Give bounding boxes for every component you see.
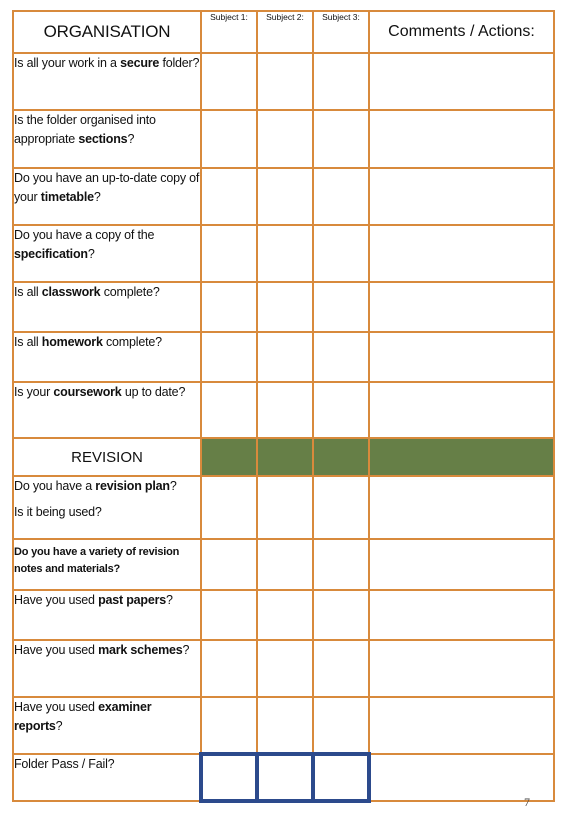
comments-cell[interactable] [369, 754, 554, 801]
checklist-sheet [12, 10, 553, 806]
subject-1-cell[interactable] [201, 476, 257, 539]
subject-1-heading: Subject 1: [201, 11, 257, 53]
comments-cell[interactable] [369, 590, 554, 640]
revision-band [313, 438, 369, 476]
subject-2-cell[interactable] [257, 697, 313, 754]
comments-cell[interactable] [369, 539, 554, 590]
subject-3-cell[interactable] [313, 225, 369, 282]
subject-2-pass-fail-box[interactable] [257, 754, 313, 801]
subject-3-cell[interactable] [313, 382, 369, 438]
folder-pass-fail-label: Folder Pass / Fail? [13, 754, 201, 801]
table-row [13, 590, 554, 640]
table-row [13, 225, 554, 282]
header-row [13, 11, 554, 53]
table-row [13, 382, 554, 438]
question-mark-schemes: Have you used mark schemes? [13, 640, 201, 697]
question-coursework: Is your coursework up to date? [13, 382, 201, 438]
page-number: 7 [524, 795, 530, 809]
comments-cell[interactable] [369, 53, 554, 110]
subject-1-cell[interactable] [201, 697, 257, 754]
subject-2-cell[interactable] [257, 110, 313, 168]
subject-3-cell[interactable] [313, 590, 369, 640]
comments-cell[interactable] [369, 382, 554, 438]
comments-cell[interactable] [369, 168, 554, 225]
subject-3-heading: Subject 3: [313, 11, 369, 53]
subject-3-cell[interactable] [313, 476, 369, 539]
comments-cell[interactable] [369, 110, 554, 168]
comments-cell[interactable] [369, 697, 554, 754]
question-specification: Do you have a copy of the specification? [13, 225, 201, 282]
subject-1-cell[interactable] [201, 590, 257, 640]
table-row [13, 640, 554, 697]
subject-1-cell[interactable] [201, 382, 257, 438]
subject-1-cell[interactable] [201, 282, 257, 332]
question-timetable: Do you have an up-to-date copy of your timetable? [13, 168, 201, 225]
subject-3-pass-fail-box[interactable] [313, 754, 369, 801]
comments-cell[interactable] [369, 282, 554, 332]
subject-2-cell[interactable] [257, 332, 313, 382]
question-revision-plan: Do you have a revision plan? Is it being used? [13, 476, 201, 539]
comments-cell[interactable] [369, 640, 554, 697]
subject-3-cell[interactable] [313, 282, 369, 332]
subject-2-cell[interactable] [257, 168, 313, 225]
table-row [13, 282, 554, 332]
question-past-papers: Have you used past papers? [13, 590, 201, 640]
subject-1-cell[interactable] [201, 53, 257, 110]
question-secure-folder: Is all your work in a secure folder? [13, 53, 201, 110]
question-revision-variety: Do you have a variety of revision notes and materials? [13, 539, 201, 590]
subject-3-cell[interactable] [313, 110, 369, 168]
revision-header-row [13, 438, 554, 476]
subject-3-cell[interactable] [313, 640, 369, 697]
subject-2-cell[interactable] [257, 476, 313, 539]
pass-fail-row [13, 754, 554, 801]
subject-3-cell[interactable] [313, 53, 369, 110]
subject-2-cell[interactable] [257, 225, 313, 282]
subject-1-cell[interactable] [201, 640, 257, 697]
comments-cell[interactable] [369, 225, 554, 282]
subject-2-heading: Subject 2: [257, 11, 313, 53]
comments-heading: Comments / Actions: [369, 11, 554, 53]
subject-2-cell[interactable] [257, 640, 313, 697]
subject-1-cell[interactable] [201, 225, 257, 282]
table-row [13, 53, 554, 110]
subject-2-cell[interactable] [257, 53, 313, 110]
subject-3-cell[interactable] [313, 332, 369, 382]
subject-1-cell[interactable] [201, 539, 257, 590]
comments-cell[interactable] [369, 332, 554, 382]
revision-heading: REVISION [13, 438, 201, 476]
subject-2-cell[interactable] [257, 590, 313, 640]
revision-band [369, 438, 554, 476]
revision-band [257, 438, 313, 476]
question-homework: Is all homework complete? [13, 332, 201, 382]
subject-1-cell[interactable] [201, 110, 257, 168]
organisation-checklist-table [12, 10, 555, 803]
subject-1-cell[interactable] [201, 332, 257, 382]
table-row [13, 110, 554, 168]
subject-3-cell[interactable] [313, 168, 369, 225]
subject-1-cell[interactable] [201, 168, 257, 225]
table-row [13, 697, 554, 754]
question-examiner-reports: Have you used examiner reports? [13, 697, 201, 754]
subject-2-cell[interactable] [257, 282, 313, 332]
table-row [13, 539, 554, 590]
organisation-heading: ORGANISATION [13, 11, 201, 53]
question-revision-plan-used: Is it being used? [14, 505, 102, 519]
subject-3-cell[interactable] [313, 539, 369, 590]
subject-3-cell[interactable] [313, 697, 369, 754]
table-row [13, 332, 554, 382]
comments-cell[interactable] [369, 476, 554, 539]
subject-2-cell[interactable] [257, 539, 313, 590]
question-sections: Is the folder organised into appropriate sections? [13, 110, 201, 168]
revision-band [201, 438, 257, 476]
table-row [13, 476, 554, 539]
subject-2-cell[interactable] [257, 382, 313, 438]
table-row [13, 168, 554, 225]
subject-1-pass-fail-box[interactable] [201, 754, 257, 801]
question-classwork: Is all classwork complete? [13, 282, 201, 332]
